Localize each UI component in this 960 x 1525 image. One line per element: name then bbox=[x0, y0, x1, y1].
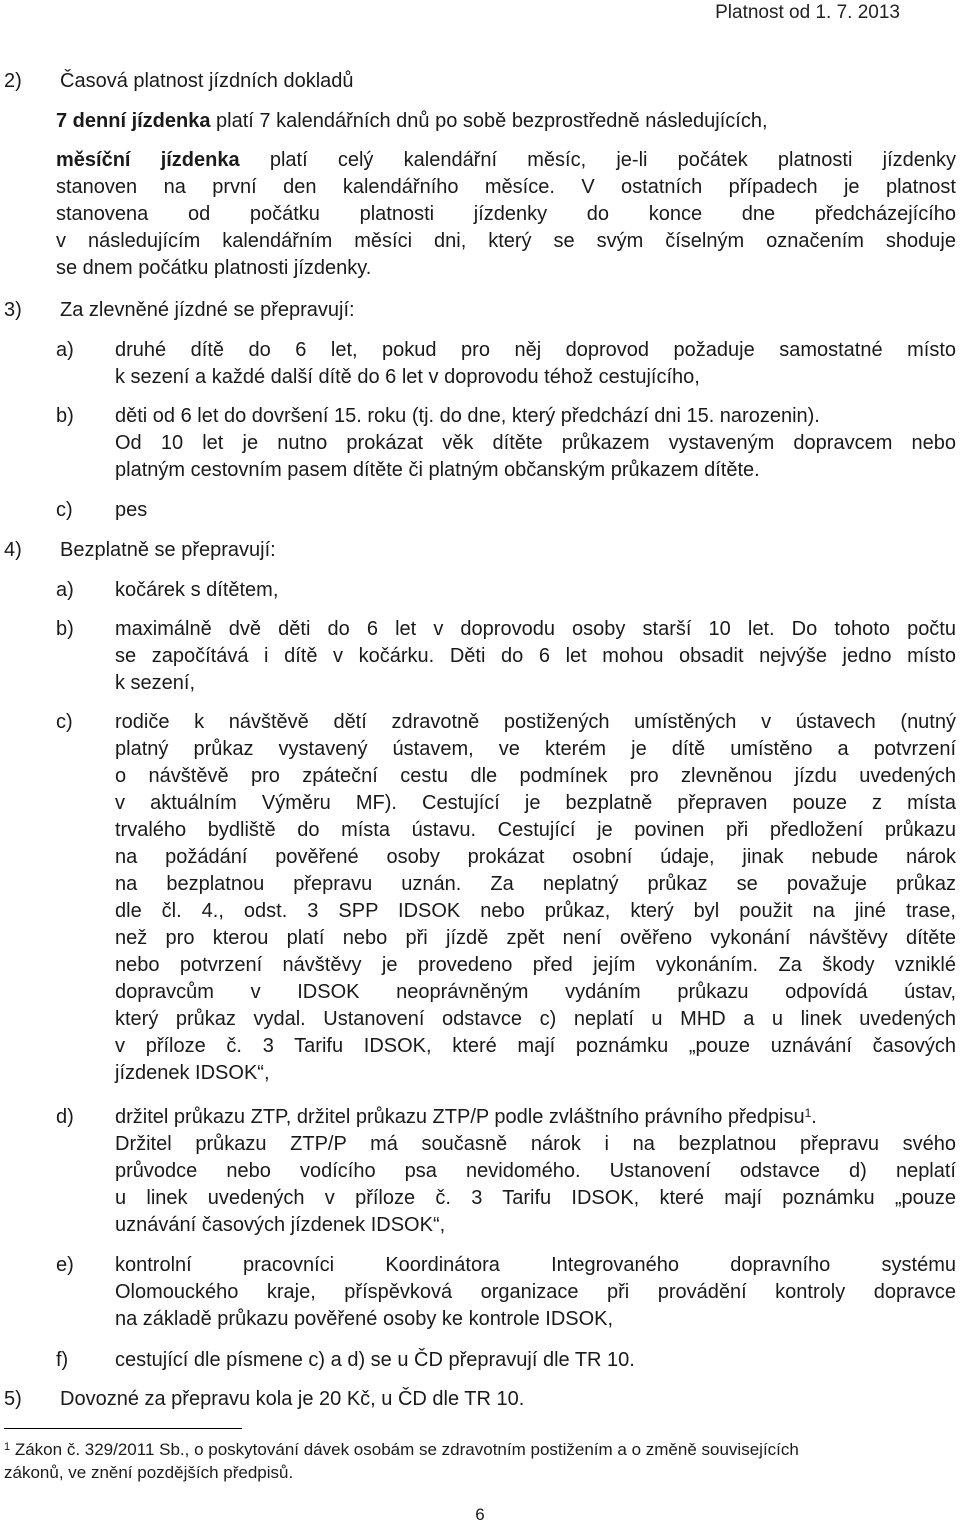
list-item: pes bbox=[115, 499, 148, 521]
item-letter: c) bbox=[56, 711, 73, 733]
list-item: kočárek s dítětem, bbox=[115, 579, 279, 601]
list-item: kontrolní pracovníci Koordinátora Integrovaného dopravního systému Olomouckého kraje, příspěvková organizace při provádění kontroly dopravce na základě průkazu pověřené osoby ke kontrole IDSOK, bbox=[115, 1254, 956, 1330]
footnote-divider bbox=[4, 1428, 242, 1429]
item-letter: c) bbox=[56, 499, 73, 521]
list-item: rodiče k návštěvě dětí zdravotně postižených umístěných v ústavech (nutný platný průkaz vystavený ústavem, ve kterém je dítě umístěno a potvrzení o návštěvě pro zpáteční cestu dle podmínek pro zlevněnou jízdu uvedených v aktuálním Výměru MF). Cestující je bezplatně přepraven pouze z místa trvalého bydliště do místa ústavu. Cestující je povinen při předložení průkazu na požádání pověřené osoby prokázat osobní údaje, jinak nebude nárok na bezplatnou přepravu uznán. Za neplatný průkaz se považuje průkaz dle čl. 4., odst. 3 SPP IDSOK nebo průkaz, který byl použit na jiné trase, než pro kterou platí nebo při jízdě zpět není ověřeno vykonání návštěvy dítěte nebo potvrzení návštěvy je provedeno před jejím vykonáním. Za škody vzniklé dopravcům v IDSOK neoprávněným vydáním průkazu odpovídá ústav, který průkaz vydal. Ustanovení odstavce c) neplatí u MHD a u linek uvedených v příloze č. 3 Tarifu IDSOK, které mají poznámku „pouze uznávání časových jízdenek IDSOK“, bbox=[115, 711, 956, 1084]
item-letter: b) bbox=[56, 618, 74, 640]
item-letter: e) bbox=[56, 1254, 74, 1276]
list-item: cestující dle písmene c) a d) se u ČD přepravují dle TR 10. bbox=[115, 1349, 635, 1371]
footnote-mark: 1 bbox=[4, 1441, 11, 1453]
footnote-reference[interactable]: 1 bbox=[804, 1106, 812, 1120]
item-letter: f) bbox=[56, 1349, 69, 1371]
section-number: 5) bbox=[4, 1388, 22, 1410]
section-title: Bezplatně se přepravují: bbox=[60, 539, 276, 561]
page-number: 6 bbox=[475, 1505, 485, 1524]
paragraph-7-day-ticket: 7 denní jízdenka platí 7 kalendářních dnů po sobě bezprostředně následujících, bbox=[56, 110, 768, 132]
paragraph-monthly-ticket: měsíční jízdenka platí celý kalendářní měsíc, je-li počátek platnosti jízdenky stanoven na první den kalendářního měsíce. V ostatních případech je platnost stanovena od počátku platnosti jízdenky do konce dne předcházejícího v následujícím kalendářním měsíci dni, který se svým číselným označením shoduje se dnem počátku platnosti jízdenky. bbox=[56, 149, 957, 279]
list-item: držitel průkazu ZTP, držitel průkazu ZTP/P podle zvláštního právního předpisu$^1$. Držitel průkazu ZTP/P má současně nárok i na bezplatnou přepravu svého průvodce nebo vodícího psa nevidomého. Ustanovení odstavce d) neplatí u linek uvedených v příloze č. 3 Tarifu IDSOK, které mají poznámku „pouze uznávání časových jízdenek IDSOK“, bbox=[115, 1106, 956, 1236]
item-letter: a) bbox=[56, 339, 74, 361]
item-letter: a) bbox=[56, 579, 74, 601]
term-monthly-ticket: měsíční jízdenka bbox=[56, 149, 240, 171]
section-text: Dovozné za přepravu kola je 20 Kč, u ČD dle TR 10. bbox=[60, 1388, 525, 1410]
item-letter: b) bbox=[56, 405, 74, 427]
validity-header: Platnost od 1. 7. 2013 bbox=[715, 2, 900, 23]
section-number: 4) bbox=[4, 539, 22, 561]
section-title: Za zlevněné jízdné se přepravují: bbox=[60, 299, 355, 321]
term-7-day-ticket: 7 denní jízdenka bbox=[56, 110, 211, 132]
section-title: Časová platnost jízdních dokladů bbox=[60, 70, 354, 92]
list-item: děti od 6 let do dovršení 15. roku (tj. do dne, který předchází dni 15. narozenin). Od 10 let je nutno prokázat věk dítěte průkazem vystaveným dopravcem nebo platným cestovním pasem dítěte či platným občanským průkazem dítěte. bbox=[115, 405, 956, 481]
list-item: maximálně dvě děti do 6 let v doprovodu osoby starší 10 let. Do tohoto počtu se započítává i dítě v kočárku. Děti do 6 let mohou obsadit nejvýše jedno místo k sezení, bbox=[115, 618, 956, 694]
section-number: 3) bbox=[4, 299, 22, 321]
footnote: $^1$ Zákon č. 329/2011 Sb., o poskytování dávek osobám se zdravotním postižením a o změně souvisejících zákonů, ve znění pozdějších předpisů. bbox=[4, 1440, 799, 1482]
list-item: druhé dítě do 6 let, pokud pro něj doprovod požaduje samostatné místo k sezení a každé další dítě do 6 let v doprovodu téhož cestujícího, bbox=[115, 339, 956, 388]
item-letter: d) bbox=[56, 1106, 74, 1128]
section-number: 2) bbox=[4, 70, 22, 92]
